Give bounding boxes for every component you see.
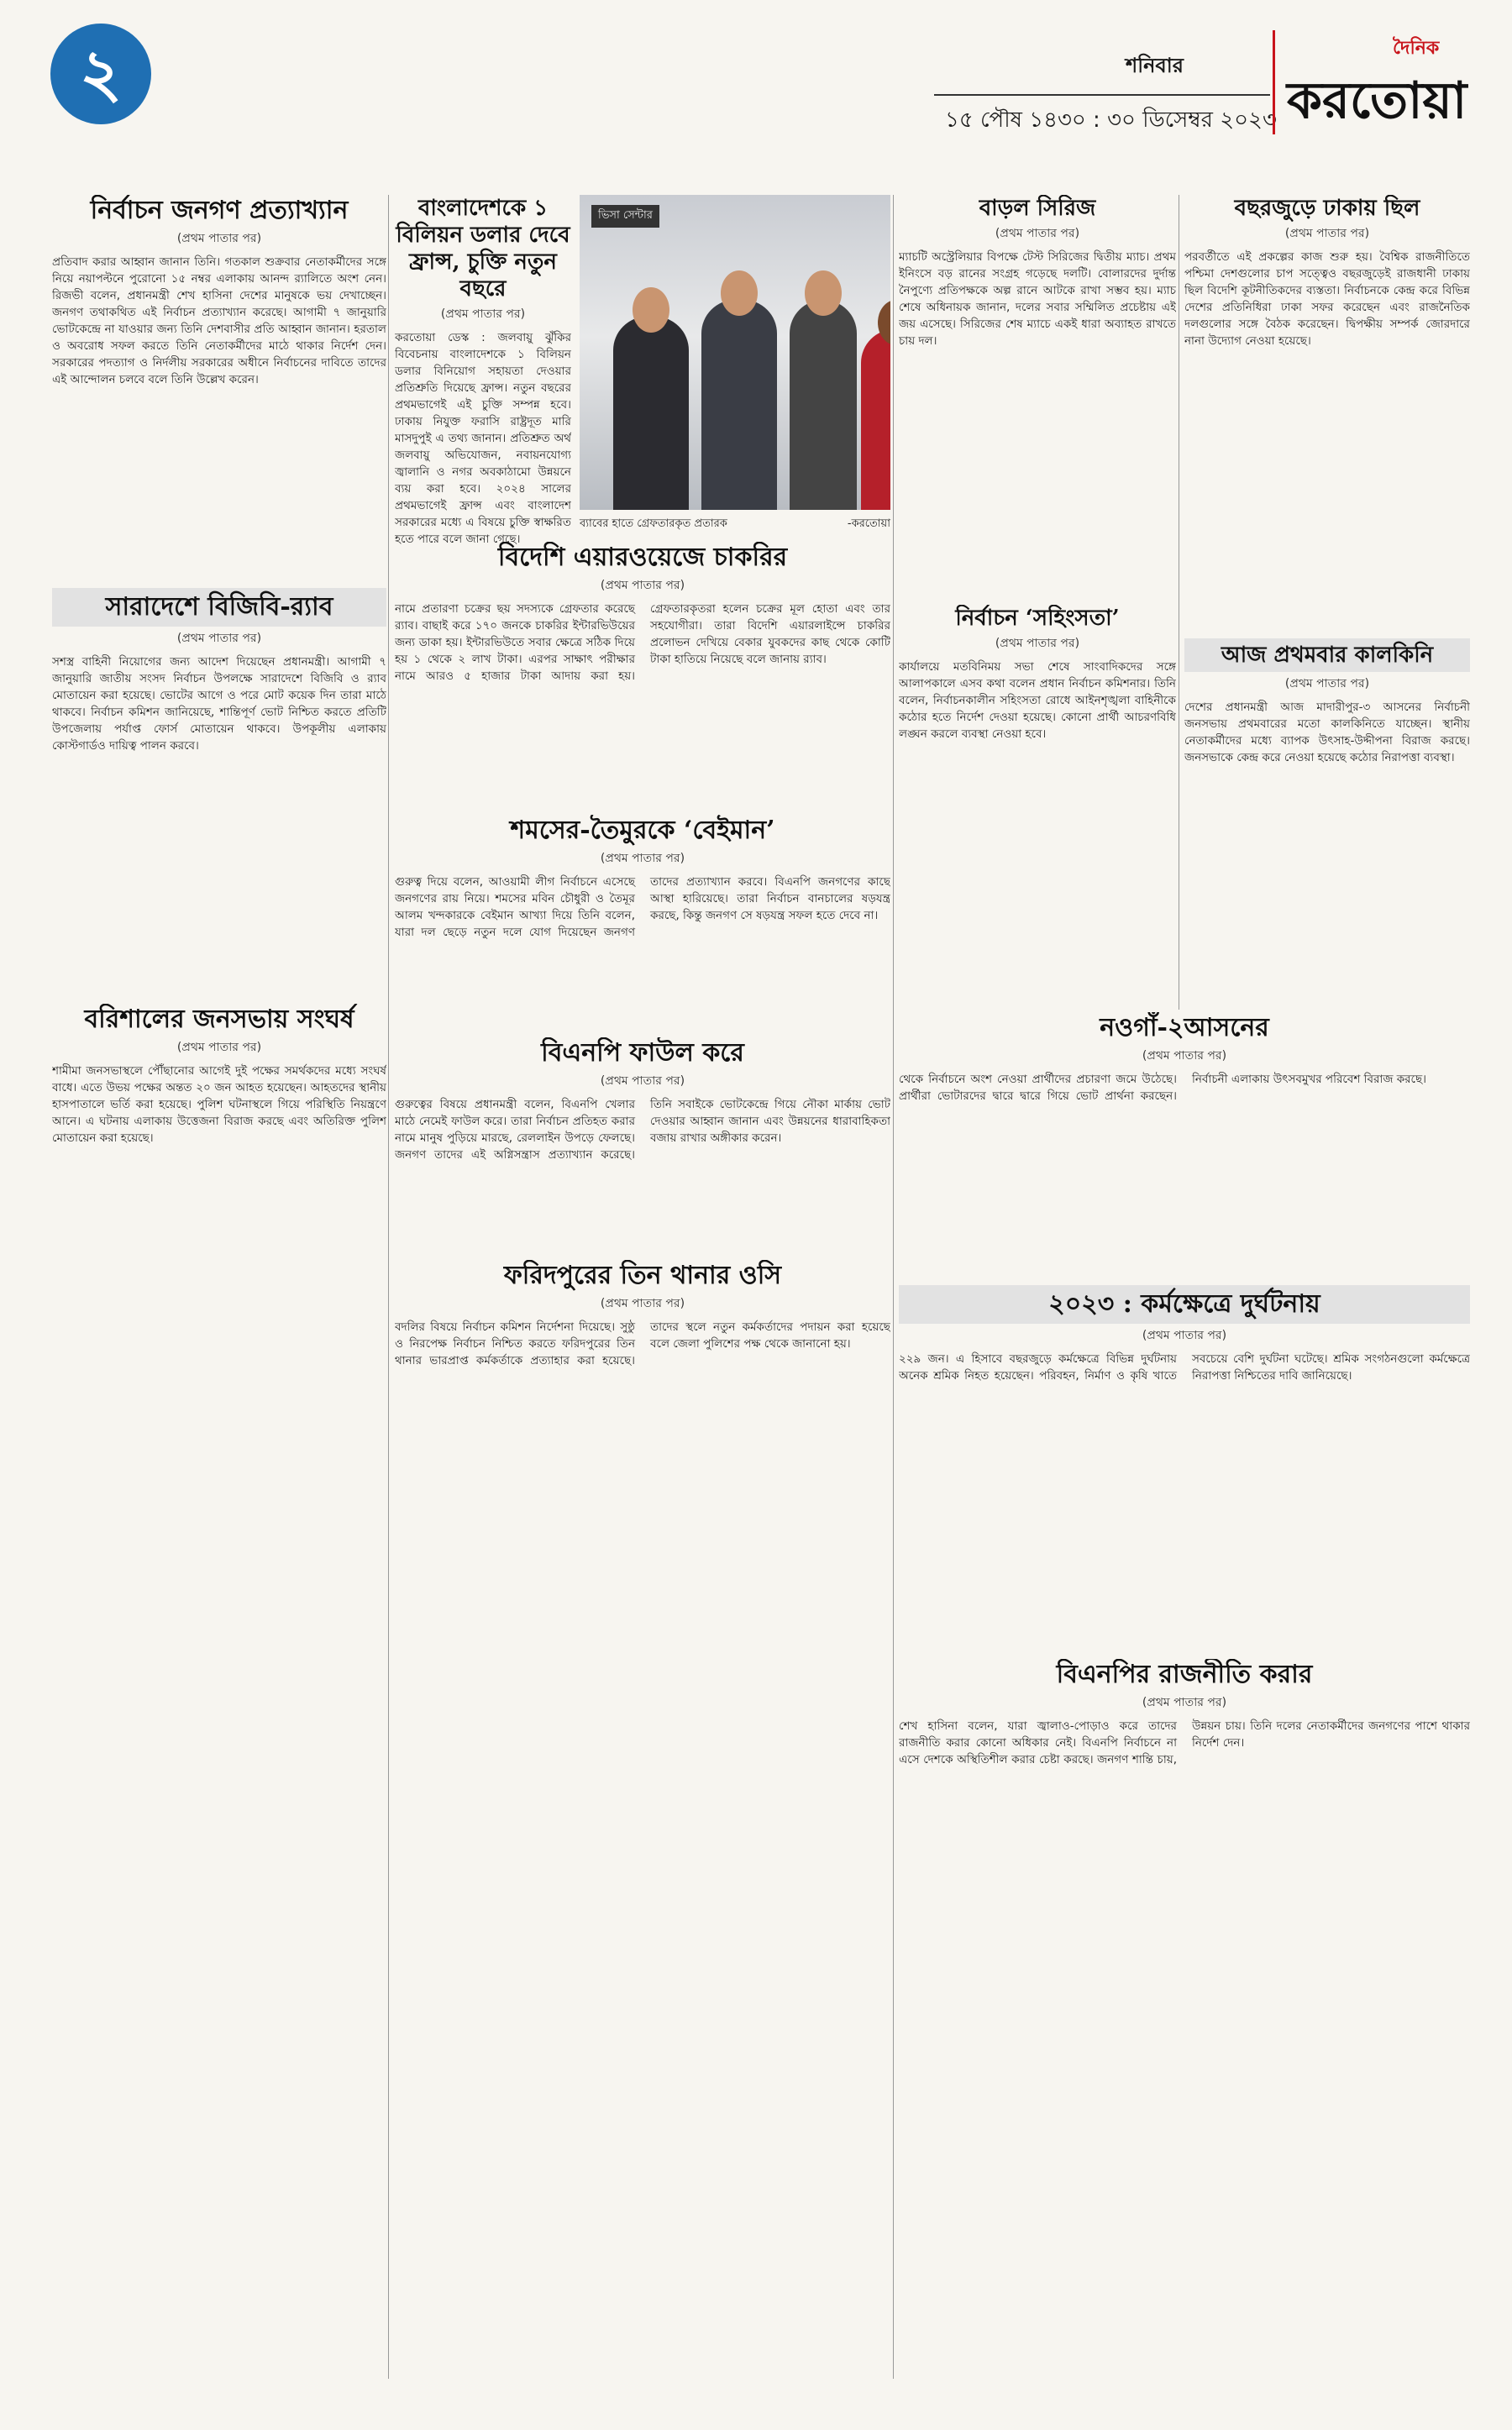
- article-faridpur: [395, 1260, 890, 2100]
- continued-label: (প্রথম পাতার পর): [600, 1297, 685, 1310]
- person-head: [633, 287, 669, 333]
- article-nirbachon: [52, 195, 386, 581]
- headline: বাড়ল সিরিজ: [979, 196, 1096, 221]
- person-figure: [613, 317, 689, 510]
- article-sahitta: [899, 605, 1176, 1008]
- headline: নওগাঁ-২আসনের: [1100, 1013, 1269, 1042]
- continued-label: (প্রথম পাতার পর): [600, 852, 685, 865]
- continued-label: (প্রথম পাতার পর): [176, 1041, 262, 1054]
- headline: নির্বাচন ‘সহিংসতা’: [955, 606, 1120, 631]
- headline: বছরজুড়ে ঢাকায় ছিল: [1234, 196, 1420, 221]
- person-figure: [861, 329, 890, 510]
- headline: শমসের-তৈমুরকে ‘বেইমান’: [510, 816, 775, 845]
- continued-label: (প্রথম পাতার পর): [176, 232, 262, 245]
- newspaper-logo: [1273, 30, 1485, 134]
- news-photo: [580, 195, 890, 510]
- continued-label: (প্রথম পাতার পর): [1284, 677, 1370, 690]
- person-figure: [701, 300, 777, 510]
- continued-label: (প্রথম পাতার পর): [600, 579, 685, 592]
- person-figure: [790, 300, 857, 510]
- page-number-badge: ২: [50, 24, 151, 124]
- headline: আজ প্রথমবার কালকিনি: [1184, 638, 1470, 672]
- page-header: [0, 0, 1512, 147]
- headline: বিএনপি ফাউল করে: [541, 1038, 744, 1068]
- article-bangladesh: [395, 195, 571, 573]
- headline: ২০২৩ : কর্মক্ষেত্রে দুর্ঘটনায়: [899, 1285, 1470, 1324]
- article-body: সশস্ত্র বাহিনী নিয়োগের জন্য আদেশ দিয়েছেন প্রধানমন্ত্রী। আগামী ৭ জানুয়ারি জাতীয় সংসদ নির্বাচন উপলক্ষে সারাদেশে বিজিবি ও র‍্যাব মোতায়েন করা হয়েছে। ভোটের আগে ও পরে মোট কয়েক দিন তারা মাঠে থাকবে। নির্বাচন কমিশন জানিয়েছে, শান্তিপূর্ণ ভোট নিশ্চিত করতে প্রতিটি উপজেলায় পর্যাপ্ত ফোর্স মোতায়েন থাকবে। উপকূলীয় এলাকায় কোস্টগার্ডও দায়িত্ব পালন করবে।: [52, 655, 386, 753]
- headline: বাংলাদেশকে ১ বিলিয়ন ডলার দেবে ফ্রান্স, চুক্তি নতুন বছরে: [396, 196, 570, 302]
- article-body: নামে প্রতারণা চক্রের ছয় সদস্যকে গ্রেফতার করেছে র‍্যাব। বাছাই করে ১৭০ জনকে চাকরির ইন্টারভিউয়ের জন্য ডাকা হয়। ইন্টারভিউতে সবার ক্ষেত্রে সঠিক দিয়ে হয় ১ থেকে ২ লাখ টাকা। এরপর সাক্ষাৎ পরীক্ষার নামে আরও ৫ হাজার টাকা আদায় করা হয়। গ্রেফতারকৃতরা হলেন চক্রের মূল হোতা এবং তার সহযোগীরা। তারা বিদেশি এয়ারলাইন্সে চাকরির প্রলোভন দেখিয়ে বেকার যুবকদের কাছ থেকে কোটি টাকা হাতিয়ে নিয়েছে বলে জানায় র‍্যাব।: [395, 602, 890, 683]
- article-naogaon: [899, 1012, 1470, 1281]
- column-rule: [388, 195, 389, 2379]
- column-rule: [893, 195, 894, 2379]
- article-body: শামীমা জনসভাস্থলে পৌঁছানোর আগেই দুই পক্ষের সমর্থকদের মধ্যে সংঘর্ষ বাধে। এতে উভয় পক্ষের অন্তত ২০ জন আহত হয়েছেন। আহতদের স্থানীয় হাসপাতালে ভর্তি করা হয়েছে। পুলিশ ঘটনাস্থলে গিয়ে পরিস্থিতি নিয়ন্ত্রণে আনে। এ ঘটনায় এলাকায় উত্তেজনা বিরাজ করছে এবং অতিরিক্ত পুলিশ মোতায়েন করা হয়েছে।: [52, 1064, 386, 1145]
- article-bochor: [1184, 195, 1470, 632]
- continued-label: (প্রথম পাতার পর): [600, 1074, 685, 1088]
- article-barishal: [52, 1004, 386, 2381]
- article-shamsher: [395, 815, 890, 1033]
- headline: নির্বাচন জনগণ প্রত্যাখ্যান: [90, 196, 349, 225]
- continued-label: (প্রথম পাতার পর): [176, 632, 262, 645]
- continued-label: (প্রথম পাতার পর): [440, 307, 526, 321]
- article-body: বদলির বিষয়ে নির্বাচন কমিশন নির্দেশনা দিয়েছে। সুষ্ঠু ও নিরপেক্ষ নির্বাচন নিশ্চিত করতে ফরিদপুরের তিন থানার ভারপ্রাপ্ত কর্মকর্তাকে প্রত্যাহার করা হয়েছে। তাদের স্থলে নতুন কর্মকর্তাদের পদায়ন করা হয়েছে বলে জেলা পুলিশের পক্ষ থেকে জানানো হয়।: [395, 1320, 890, 1367]
- article-body: গুরুত্ব দিয়ে বলেন, আওয়ামী লীগ নির্বাচনে এসেছে জনগণের রায় নিয়ে। শমসের মবিন চৌধুরী ও তৈমূর আলম খন্দকারকে বেইমান আখ্যা দিয়ে তিনি বলেন, যারা দল ছেড়ে নতুন দলে যোগ দিয়েছেন জনগণ তাদের প্রত্যাখ্যান করবে। বিএনপি জনগণের কাছে আস্থা হারিয়েছে। তারা নির্বাচন বানচালের ষড়যন্ত্র করছে, কিন্তু জনগণ সে ষড়যন্ত্র সফল হতে দেবে না।: [395, 875, 890, 939]
- headline: বরিশালের জনসভায় সংঘর্ষ: [84, 1005, 354, 1034]
- photo-sign: ভিসা সেন্টার: [591, 205, 659, 228]
- article-body: কার্যালয়ে মতবিনিময় সভা শেষে সাংবাদিকদের সঙ্গে আলাপকালে এসব কথা বলেন প্রধান নির্বাচন কমিশনার। তিনি বলেন, নির্বাচনকালীন সহিংসতা রোধে আইনশৃঙ্খলা বাহিনীকে কঠোর হতে নির্দেশ দেওয়া হয়েছে। কোনো প্রার্থী আচরণবিধি লঙ্ঘন করলে ব্যবস্থা নেওয়া হবে।: [899, 660, 1176, 741]
- article-body: গুরুত্বের বিষয়ে প্রধানমন্ত্রী বলেন, বিএনপি খেলার মাঠে নেমেই ফাউল করে। তারা নির্বাচন প্রতিহত করার নামে মানুষ পুড়িয়ে মারছে, রেললাইন উপড়ে ফেলছে। জনগণ তাদের এই অগ্নিসন্ত্রাস প্রত্যাখ্যান করেছে। তিনি সবাইকে ভোটকেন্দ্রে গিয়ে নৌকা মার্কায় ভোট দেওয়ার আহ্বান জানান এবং উন্নয়নের ধারাবাহিকতা বজায় রাখার অঙ্গীকার করেন।: [395, 1098, 890, 1162]
- article-body: করতোয়া ডেস্ক : জলবায়ু ঝুঁকির বিবেচনায় বাংলাদেশকে ১ বিলিয়ন ডলার বিনিয়োগ সহায়তা দেওয়ার প্রতিশ্রুতি দিয়েছে ফ্রান্স। নতুন বছরের প্রথমভাগেই এই চুক্তি সম্পন্ন হবে। ঢাকায় নিযুক্ত ফরাসি রাষ্ট্রদূত মারি মাসদুপুই এ তথ্য জানান। প্রতিশ্রুত অর্থ জলবায়ু অভিযোজন, নবায়নযোগ্য জ্বালানি ও নগর অবকাঠামো উন্নয়নে ব্যয় করা হবে। ২০২৪ সালের প্রথমভাগেই ফ্রান্স এবং বাংলাদেশ সরকারের মধ্যে এ বিষয়ে চুক্তি স্বাক্ষরিত হতে পারে বলে জানা গেছে।: [395, 331, 571, 546]
- person-head: [805, 270, 842, 316]
- caption-text: ব্যাবের হাতে গ্রেফতারকৃত প্রতারক: [580, 517, 727, 530]
- article-body: শেখ হাসিনা বলেন, যারা জ্বালাও-পোড়াও করে তাদের রাজনীতি করার কোনো অধিকার নেই। বিএনপি নির্বাচনে না এসে দেশকে অস্থিতিশীল করার চেষ্টা করছে। জনগণ শান্তি চায়, উন্নয়ন চায়। তিনি দলের নেতাকর্মীদের জনগণের পাশে থাকার নির্দেশ দেন।: [899, 1719, 1470, 1766]
- headline: সারাদেশে বিজিবি-র‍্যাব: [52, 588, 386, 627]
- article-bnp-foul: [395, 1037, 890, 1256]
- article-baul: [899, 195, 1176, 598]
- article-body: থেকে নির্বাচনে অংশ নেওয়া প্রার্থীদের প্রচারণা জমে উঠেছে। প্রার্থীরা ভোটারদের দ্বারে দ্বারে গিয়ে ভোট প্রার্থনা করছেন। নির্বাচনী এলাকায় উৎসবমুখর পরিবেশ বিরাজ করছে।: [899, 1073, 1426, 1103]
- article-body: দেশের প্রধানমন্ত্রী আজ মাদারীপুর-৩ আসনের নির্বাচনী জনসভায় প্রথমবারের মতো কালকিনিতে যাচ্ছেন। স্থানীয় নেতাকর্মীদের মধ্যে ব্যাপক উৎসাহ-উদ্দীপনা বিরাজ করছে। জনসভাকে কেন্দ্র করে নেওয়া হয়েছে কঠোর নিরাপত্তা ব্যবস্থা।: [1184, 701, 1470, 764]
- person-head: [721, 270, 758, 316]
- issue-day: শনিবার: [1126, 54, 1184, 77]
- article-body: প্রতিবাদ করার আহ্বান জানান তিনি। গতকাল শুক্রবার নেতাকর্মীদের সঙ্গে নিয়ে নয়াপল্টনে পুরোনো ১৫ নম্বর এলাকায় আনন্দ র‍্যালিতে অংশ নেন। রিজভী বলেন, প্রধানমন্ত্রী শেখ হাসিনা দেশের মানুষকে ভয় দেখাচ্ছেন। জনগণ তথাকথিত এই নির্বাচন প্রত্যাখ্যান করেছে। আগামী ৭ জানুয়ারি ভোটকেন্দ্রে না যাওয়ার জন্য তিনি দেশবাসীর প্রতি আহ্বান জানান। হরতাল ও অবরোধ সফল করতে তিনি নেতাকর্মীদের মাঠে থাকার নির্দেশ দেন। সরকারের পদত্যাগ ও নির্দলীয় সরকারের অধীনে নির্বাচনের দাবিতে তাদের এই আন্দোলন চলবে বলে তিনি উল্লেখ করেন।: [52, 255, 386, 386]
- continued-label: (প্রথম পাতার পর): [1142, 1329, 1227, 1342]
- header-divider: [934, 94, 1270, 96]
- logo-title: করতোয়া: [1287, 71, 1467, 130]
- article-body: পরবর্তীতে এই প্রকল্পের কাজ শুরু হয়। বৈশ্বিক রাজনীতিতে পশ্চিমা দেশগুলোর চাপ সত্ত্বেও বছরজুড়েই রাজধানী ঢাকায় ছিল বিদেশি কূটনীতিকদের ব্যস্ততা। নির্বাচনকে কেন্দ্র করে বিভিন্ন দেশের প্রতিনিধিরা ঢাকা সফর করেছেন এবং রাজনৈতিক দলগুলোর সঙ্গে বৈঠক করেছেন। দ্বিপক্ষীয় সম্পর্ক জোরদারে নানা উদ্যোগ নেওয়া হয়েছে।: [1184, 250, 1470, 348]
- continued-label: (প্রথম পাতার পর): [1284, 227, 1370, 240]
- article-body: ২২৯ জন। এ হিসাবে বছরজুড়ে কর্মক্ষেত্রে বিভিন্ন দুর্ঘটনায় অনেক শ্রমিক নিহত হয়েছেন। পরিবহন, নির্মাণ ও কৃষি খাতে সবচেয়ে বেশি দুর্ঘটনা ঘটেছে। শ্রমিক সংগঠনগুলো কর্মক্ষেত্রে নিরাপত্তা নিশ্চিতের দাবি জানিয়েছে।: [899, 1352, 1470, 1383]
- article-karmo: [899, 1285, 1470, 1655]
- headline: বিএনপির রাজনীতি করার: [1056, 1660, 1313, 1689]
- article-kalkini: [1184, 638, 1470, 1008]
- issue-date: ১৫ পৌষ ১৪৩০ : ৩০ ডিসেম্বর ২০২৩: [945, 108, 1277, 133]
- photo-credit: -করতোয়া: [847, 517, 890, 530]
- headline: বিদেশি এয়ারওয়েজে চাকরির: [497, 543, 788, 572]
- continued-label: (প্রথম পাতার পর): [995, 227, 1080, 240]
- continued-label: (প্রথম পাতার পর): [1142, 1049, 1227, 1063]
- continued-label: (প্রথম পাতার পর): [995, 637, 1080, 650]
- headline: ফরিদপুরের তিন থানার ওসি: [503, 1261, 782, 1290]
- article-rajniti: [899, 1659, 1470, 2381]
- article-biddeshi: [395, 542, 890, 811]
- logo-prefix: দৈনিক: [1393, 38, 1440, 59]
- continued-label: (প্রথম পাতার পর): [1142, 1696, 1227, 1709]
- article-sara-deshe: [52, 588, 386, 1000]
- photo-caption: [580, 516, 890, 533]
- article-body: ম্যাচটি অস্ট্রেলিয়ার বিপক্ষে টেস্ট সিরিজের দ্বিতীয় ম্যাচ। প্রথম ইনিংসে বড় রানের সংগ্রহ গড়েছে দলটি। বোলারদের দুর্দান্ত নৈপুণ্যে প্রতিপক্ষকে অল্প রানে আটকে রাখা সম্ভব হয়। ম্যাচ শেষে অধিনায়ক জানান, দলের সবার সম্মিলিত প্রচেষ্টায় এই জয় এসেছে। সিরিজের শেষ ম্যাচে একই ধারা অব্যাহত রাখতে চায় দল।: [899, 250, 1176, 348]
